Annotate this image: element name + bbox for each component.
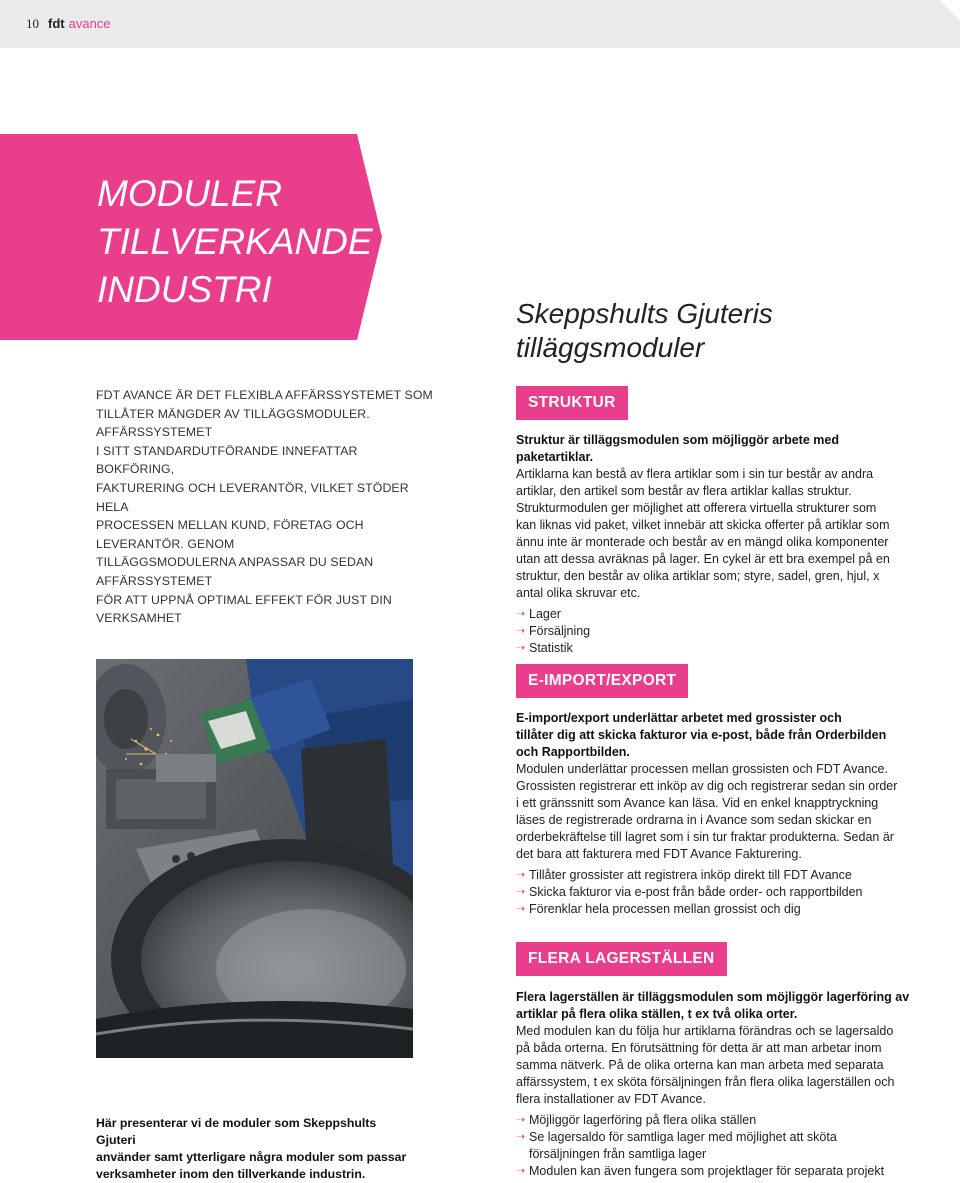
arrow-icon: ➝ [516,1165,526,1177]
intro-line: FDT AVANCE ÄR DET FLEXIBLA AFFÄRSSYSTEMET SOM [96,388,433,402]
caption-line: Här presenterar vi de moduler som Skeppshults Gjuteri [96,1116,377,1147]
heading-line: Skeppshults Gjuteris [516,298,773,329]
bullet-text: Skicka fakturor via e-post från både order- och rapportbilden [529,885,863,899]
section-lead: artiklar på flera olika ställen, t ex två olika orter. [516,1007,798,1021]
tag-e-import-export: E-IMPORT/EXPORT [516,664,688,698]
brand-light: avance [68,16,111,31]
caption-line: använder samt ytterligare några moduler som passar [96,1150,407,1164]
arrow-icon: ➝ [516,1114,526,1126]
list-item [516,1112,916,1129]
bullet-text: Tillåter grossister att registrera inköp direkt till FDT Avance [529,868,852,882]
arrow-icon: ➝ [516,642,526,654]
bullet-list [516,1112,916,1180]
section-lead: Flera lagerställen är tilläggsmodulen som möjliggör lagerföring av [516,990,910,1004]
arrow-icon: ➝ [516,625,526,637]
body-line: samma nätverk. På de olika orterna kan man arbeta med separata [516,1058,884,1072]
list-item [516,901,916,918]
list-item [516,606,916,623]
body-line: kan liknas vid paket, vilket innebär att skicka offerter på artiklar som [516,518,890,532]
body-line: Artiklarna kan bestå av flera artiklar som i sin tur består av andra [516,467,874,481]
bullet-text: Försäljning [529,624,591,638]
caption-line: verksamheter inom den tillverkande industrin. [96,1167,366,1181]
page-corner-fold [940,0,960,48]
section-e-import-export [516,710,916,918]
body-line: affärssystem, t ex sköta försäljningen från flera olika lagerställen och [516,1075,895,1089]
section-lead: tillåter dig att skicka fakturor via e-post, både från Orderbilden [516,728,887,742]
intro-line: PROCESSEN MELLAN KUND, FÖRETAG OCH LEVERANTÖR. GENOM [96,518,364,551]
body-line: Modulen underlättar processen mellan grossisten och FDT Avance. [516,762,888,776]
intro-line: FÖR ATT UPPNÅ OPTIMAL EFFEKT FÖR JUST DIN VERKSAMHET [96,592,392,626]
banner-title [97,170,373,314]
body-line: flera installationer av FDT Avance. [516,1092,706,1106]
list-item [516,1163,916,1180]
body-line: Med modulen kan du följa hur artiklarna förändras och se lagersaldo [516,1024,894,1038]
bullet-text: Lager [529,607,561,621]
section-lead: E-import/export underlättar arbetet med grossister och [516,711,842,725]
header-bar [0,0,940,48]
arrow-icon: ➝ [516,869,526,881]
intro-text [96,386,436,628]
heading-line: tilläggsmoduler [516,332,705,363]
list-item [516,867,916,884]
bullet-text: Modulen kan även fungera som projektlager för separata projekt [529,1164,885,1178]
page-number: 10 [26,16,39,31]
body-line: i ett gränssnitt som Avance kan läsa. Vid en enkel knapptryckning [516,796,879,810]
tag-struktur: STRUKTUR [516,386,628,420]
list-item [516,623,916,640]
arrow-icon: ➝ [516,886,526,898]
body-line: på båda orterna. En förutsättning för detta är att man arbetar inom [516,1041,882,1055]
section-lead: och Rapportbilden. [516,745,630,759]
body-line: artiklar, den artikel som består av flera artiklar kallas struktur. [516,484,852,498]
body-line: utan att dessa avräknas på lager. En cykel är ett bra exempel på en [516,552,890,566]
bullet-list [516,606,916,657]
body-line: Grossisten registrerar ett inköp av dig och registrerar sedan sin order [516,779,898,793]
banner-title-line: MODULER [97,173,283,214]
body-line: ännu inte är monterade och består av en mängd olika komponenter [516,535,889,549]
section-flera-lagerstallen [516,989,916,1180]
section-struktur [516,432,916,657]
body-line: orderbekräftelse till lagret som i sin tur fraktar produkterna. Sedan är [516,830,894,844]
intro-line: I SITT STANDARDUTFÖRANDE INNEFATTAR BOKFÖRING, [96,443,358,477]
arrow-icon: ➝ [516,608,526,620]
banner-title-line: INDUSTRI [97,269,272,310]
tag-flera-lagerstallen: FLERA LAGERSTÄLLEN [516,942,727,976]
section-lead: Struktur är tilläggsmodulen som möjliggör arbete med paketartiklar. [516,433,839,464]
intro-line: TILLÄGGSMODULERNA ANPASSAR DU SEDAN AFFÄRSSYSTEMET [96,555,374,588]
body-line: Strukturmodulen ger möjlighet att offerera virtuella strukturer som [516,501,877,515]
arrow-icon: ➝ [516,903,526,915]
foundry-photo [96,659,413,1058]
body-line: struktur, den består av olika artiklar som; styre, sadel, gren, hjul, x [516,569,880,583]
list-item [516,640,916,657]
list-item [516,1129,859,1163]
bullet-text: Förenklar hela processen mellan grossist och dig [529,902,801,916]
photo-caption [96,1115,416,1183]
bullet-list [516,867,916,918]
section-heading [516,297,773,365]
bullet-text: Se lagersaldo för samtliga lager med möjlighet att sköta försäljningen från samtliga lager [529,1130,837,1161]
arrow-icon: ➝ [516,1131,526,1143]
brand-name [48,16,111,31]
body-line: antal olika skruvar etc. [516,586,641,600]
intro-line: FAKTURERING OCH LEVERANTÖR, VILKET STÖDER HELA [96,480,409,514]
banner-title-line: TILLVERKANDE [97,221,373,262]
brand-bold: fdt [48,16,65,31]
bullet-text: Möjliggör lagerföring på flera olika ställen [529,1113,757,1127]
list-item [516,884,916,901]
intro-line: TILLÅTER MÄNGDER AV TILLÄGGSMODULER. AFFÄRSSYSTEMET [96,406,370,440]
bullet-text: Statistik [529,641,573,655]
body-line: det bara att fakturera med FDT Avance Fakturering. [516,847,802,861]
body-line: läses de registrerade ordrarna in i Avance som sedan skickar en [516,813,872,827]
